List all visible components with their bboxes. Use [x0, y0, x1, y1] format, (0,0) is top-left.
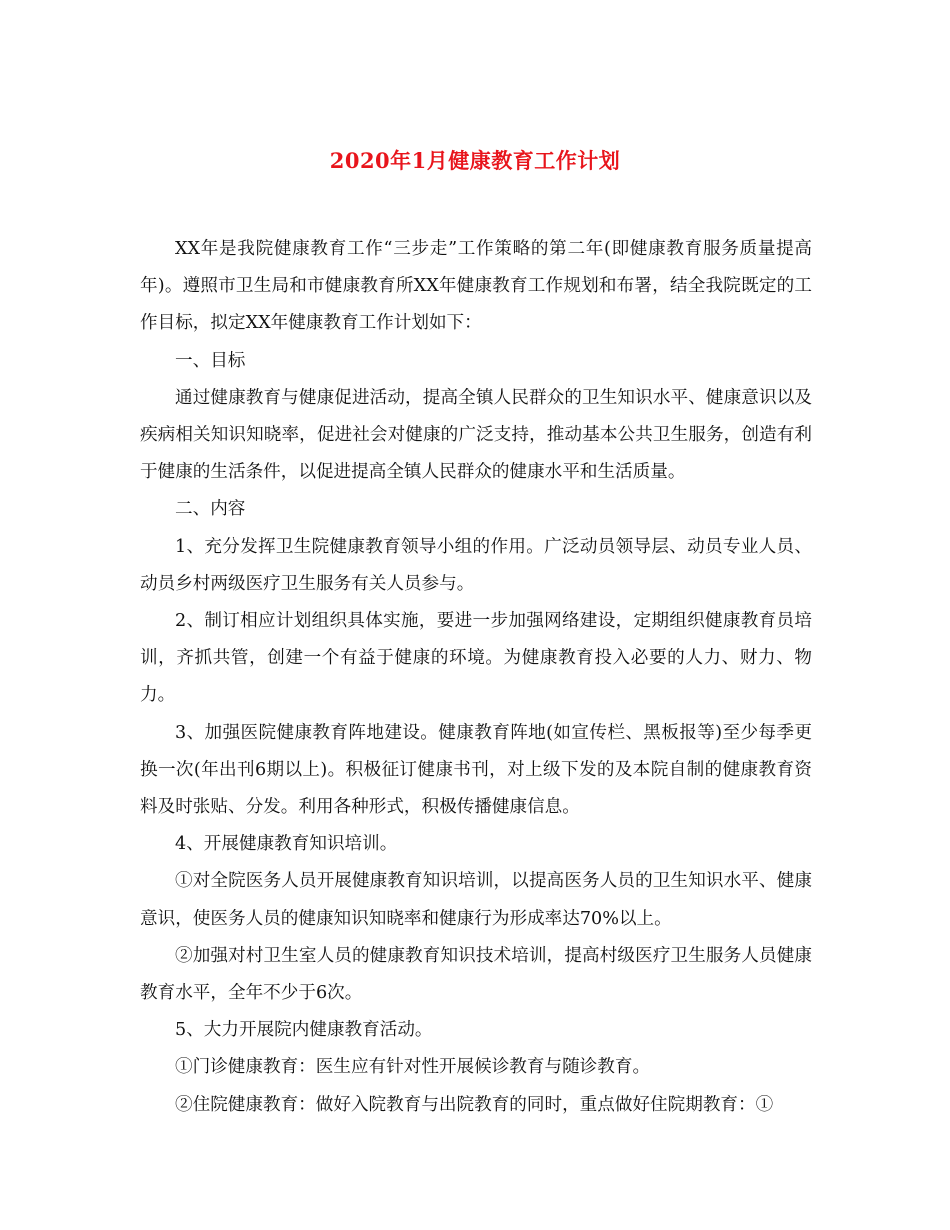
paragraph-item-4-sub-2: ②加强对村卫生室人员的健康教育知识技术培训，提高村级医疗卫生服务人员健康教育水平，全年不少于6次。 [140, 945, 812, 1004]
section-heading-goals: 一、目标 [175, 350, 246, 371]
paragraph-goals: 通过健康教育与健康促进活动，提高全镇人民群众的卫生知识水平、健康意识以及疾病相关知识知晓率，促进社会对健康的广泛支持，推动基本公共卫生服务，创造有利于健康的生活条件，以促进提高全镇人民群众的健康水平和生活质量。 [140, 387, 812, 483]
paragraph-item-5-sub-2: ②住院健康教育：做好入院教育与出院教育的同时，重点做好住院期教育：① [175, 1094, 774, 1115]
paragraph-item-4: 4、开展健康教育知识培训。 [175, 834, 398, 855]
paragraph-item-3: 3、加强医院健康教育阵地建设。健康教育阵地(如宣传栏、黑板报等)至少每季更换一次(年出刊6期以上)。积极征订健康书刊，对上级下发的及本院自制的健康教育资料及时张贴、分发。利用各种形式，积极传播健康信息。 [140, 722, 812, 818]
document-title: 2020年1月健康教育工作计划 [329, 148, 621, 173]
paragraph-item-1: 1、充分发挥卫生院健康教育领导小组的作用。广泛动员领导层、动员专业人员、动员乡村两级医疗卫生服务有关人员参与。 [140, 536, 812, 594]
paragraph-item-2: 2、制订相应计划组织具体实施，要进一步加强网络建设，定期组织健康教育员培训，齐抓共管，创建一个有益于健康的环境。为健康教育投入必要的人力、财力、物力。 [140, 611, 812, 706]
paragraph-intro: XX年是我院健康教育工作“三步走”工作策略的第二年(即健康教育服务质量提高年)。遵照市卫生局和市健康教育所XX年健康教育工作规划和布署，结全我院既定的工作目标，拟定XX年健康教育工作计划如下： [140, 239, 812, 334]
document-body [140, 231, 812, 1124]
paragraph-item-4-sub-1: ①对全院医务人员开展健康教育知识培训，以提高医务人员的卫生知识水平、健康意识，使医务人员的健康知识知晓率和健康行为形成率达70%以上。 [140, 871, 812, 929]
paragraph-item-5: 5、大力开展院内健康教育活动。 [175, 1020, 433, 1041]
paragraph-item-5-sub-1: ①门诊健康教育：医生应有针对性开展候诊教育与随诊教育。 [175, 1057, 651, 1078]
section-heading-content: 二、内容 [175, 499, 246, 520]
